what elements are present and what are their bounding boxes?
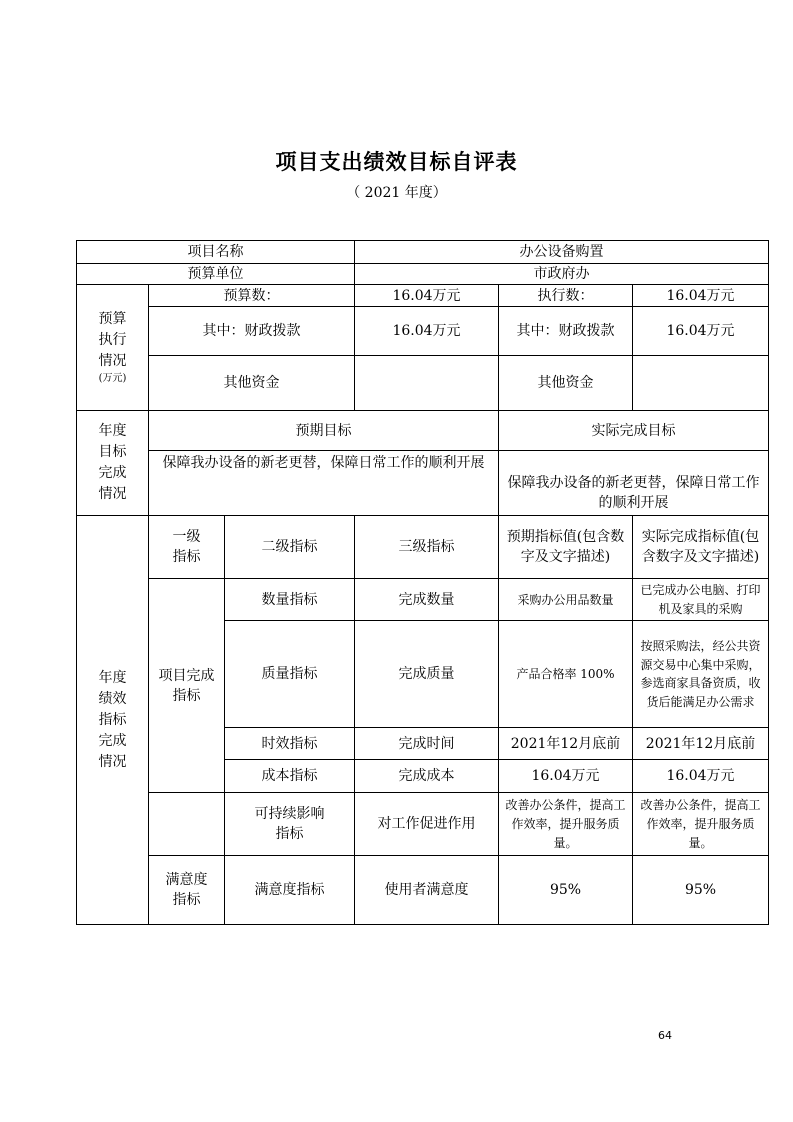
satisfaction-level1-text: 满意度指标 xyxy=(165,872,208,909)
goal-section-text: 年度目标完成情况 xyxy=(98,423,127,503)
perf-actual: 按照采购法，经公共资源交易中心集中采购，参选商家具备资质，收货后能满足办公需求 xyxy=(633,621,769,728)
row-project-name xyxy=(77,241,769,264)
budget-unit-value: 市政府办 xyxy=(355,264,769,285)
other-funds-exec-label: 其他资金 xyxy=(499,356,633,411)
perf-section-label xyxy=(77,516,149,925)
budget-value: 16.04万元 xyxy=(355,285,499,307)
fiscal-value: 16.04万元 xyxy=(355,307,499,356)
group-project-completion-text: 项目完成指标 xyxy=(158,667,215,704)
project-name-value: 办公设备购置 xyxy=(355,241,769,264)
sustain-actual: 改善办公条件，提高工作效率，提升服务质量。 xyxy=(633,793,769,856)
row-perf-header xyxy=(77,516,769,579)
year-subtitle: （ 2021 年度） xyxy=(346,185,447,201)
perf-level2: 数量指标 xyxy=(225,579,355,621)
perf-actual: 已完成办公电脑、打印机及家具的采购 xyxy=(633,579,769,621)
perf-row xyxy=(77,579,769,621)
expected-goal-header: 预期目标 xyxy=(149,411,499,451)
level3-header: 三级指标 xyxy=(355,516,499,579)
satisfaction-level2: 满意度指标 xyxy=(225,856,355,925)
budget-section-label xyxy=(77,285,149,411)
page-number: 64 xyxy=(658,1029,672,1042)
expected-value-header: 预期指标值(包含数字及文字描述) xyxy=(499,516,633,579)
row-goal-header xyxy=(77,411,769,451)
other-funds-value xyxy=(355,356,499,411)
perf-level3: 完成数量 xyxy=(355,579,499,621)
perf-expected: 采购办公用品数量 xyxy=(499,579,633,621)
row-budget-unit xyxy=(77,264,769,285)
perf-section-text: 年度绩效指标完成情况 xyxy=(98,669,127,770)
expected-goal-text: 保障我办设备的新老更替，保障日常工作的顺利开展 xyxy=(149,451,499,516)
exec-value: 16.04万元 xyxy=(633,285,769,307)
level2-header: 二级指标 xyxy=(225,516,355,579)
row-budget xyxy=(77,285,769,307)
perf-level3: 完成质量 xyxy=(355,621,499,728)
satisfaction-actual: 95% xyxy=(633,856,769,925)
perf-expected: 16.04万元 xyxy=(499,760,633,793)
sustain-level1 xyxy=(149,793,225,856)
fiscal-exec-label: 其中：财政拨款 xyxy=(499,307,633,356)
level1-header xyxy=(149,516,225,579)
exec-label: 执行数： xyxy=(499,285,633,307)
actual-value-header: 实际完成指标值(包含数字及文字描述) xyxy=(633,516,769,579)
perf-level2: 成本指标 xyxy=(225,760,355,793)
satisfaction-level3: 使用者满意度 xyxy=(355,856,499,925)
row-other-funds xyxy=(77,356,769,411)
budget-unit-label: 预算单位 xyxy=(77,264,355,285)
perf-expected: 2021年12月底前 xyxy=(499,728,633,760)
perf-level2: 质量指标 xyxy=(225,621,355,728)
sustain-level2 xyxy=(225,793,355,856)
row-fiscal xyxy=(77,307,769,356)
fiscal-exec-value: 16.04万元 xyxy=(633,307,769,356)
perf-row-sustain xyxy=(77,793,769,856)
perf-expected: 产品合格率 100% xyxy=(499,621,633,728)
sustain-expected: 改善办公条件，提高工作效率，提升服务质量。 xyxy=(499,793,633,856)
perf-level2: 时效指标 xyxy=(225,728,355,760)
self-evaluation-table xyxy=(76,240,769,925)
perf-actual: 16.04万元 xyxy=(633,760,769,793)
actual-goal-text: 保障我办设备的新老更替，保障日常工作的顺利开展 xyxy=(499,451,769,516)
other-funds-exec-value xyxy=(633,356,769,411)
perf-level3: 完成时间 xyxy=(355,728,499,760)
budget-section-text: 预算执行情况 xyxy=(98,311,127,370)
actual-goal-header: 实际完成目标 xyxy=(499,411,769,451)
perf-row-satisfaction xyxy=(77,856,769,925)
group-project-completion xyxy=(149,579,225,793)
perf-actual: 2021年12月底前 xyxy=(633,728,769,760)
fiscal-label: 其中：财政拨款 xyxy=(149,307,355,356)
level1-header-text: 一级指标 xyxy=(172,529,201,566)
row-goal-content xyxy=(77,451,769,516)
goal-section-label xyxy=(77,411,149,516)
sustain-level2-text: 可持续影响指标 xyxy=(254,806,325,843)
satisfaction-expected: 95% xyxy=(499,856,633,925)
sustain-level3: 对工作促进作用 xyxy=(355,793,499,856)
budget-label: 预算数： xyxy=(149,285,355,307)
project-name-label: 项目名称 xyxy=(77,241,355,264)
budget-section-unit: (万元) xyxy=(98,373,127,385)
other-funds-label: 其他资金 xyxy=(149,356,355,411)
perf-level3: 完成成本 xyxy=(355,760,499,793)
page-title: 项目支出绩效目标自评表 xyxy=(275,150,518,174)
satisfaction-level1 xyxy=(149,856,225,925)
